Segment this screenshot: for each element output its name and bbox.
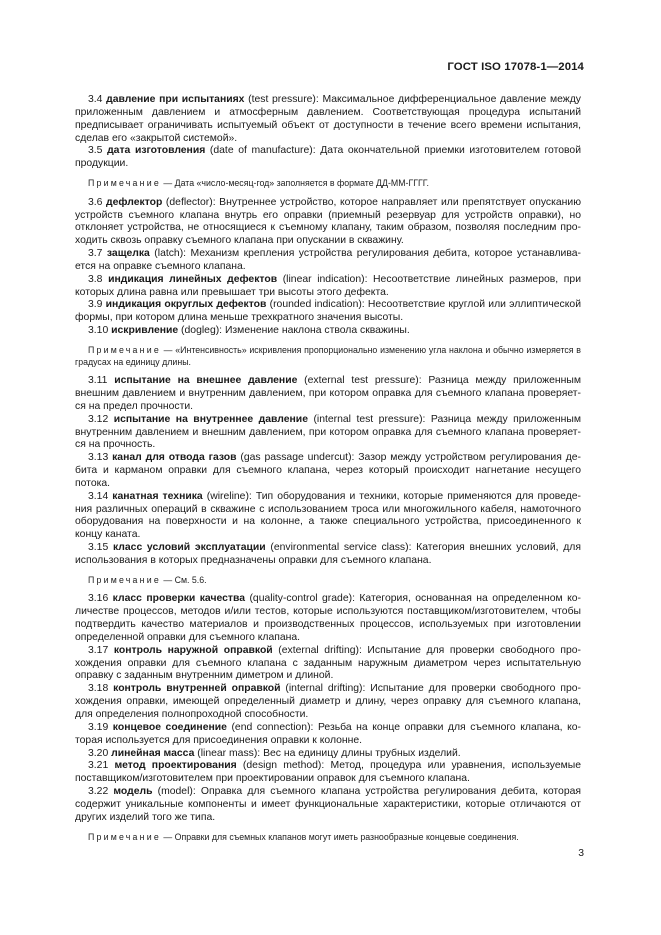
term-name: индикация линейных дефектов — [108, 273, 278, 285]
term-text: (latch): Механизм крепления устройства регулирования дебита, которое устанавливается на оправке съемного клапана. — [75, 248, 581, 272]
term-number: 3.18 — [88, 683, 109, 695]
document-header: ГОСТ ISO 17078-1—2014 — [447, 61, 584, 73]
term-number: 3.10 — [88, 325, 109, 337]
term-name: испытание на внутреннее давление — [113, 413, 308, 425]
term-text: (internal test pressure): Разница между приложенным внутренним давлением и внешним давлением, при котором оправка для съемного клапана проверяется на прочность. — [75, 413, 581, 451]
term-number: 3.22 — [88, 786, 109, 798]
term-number: 3.13 — [88, 452, 109, 464]
term-number: 3.21 — [88, 760, 109, 772]
term-number: 3.19 — [88, 721, 109, 733]
term-name: метод проектирования — [114, 760, 237, 772]
term-text: (environmental service class): Категория внешних условий, для использования в которых предназначены оправки для съемного клапана. — [75, 542, 581, 566]
note — [75, 575, 581, 587]
note-label: Примечание — [88, 831, 161, 842]
term-name: дата изготовления — [107, 145, 206, 157]
term-number: 3.20 — [88, 747, 109, 759]
term-name: класс проверки качества — [112, 593, 246, 605]
term-number: 3.4 — [88, 94, 103, 105]
term-name: индикация округлых дефектов — [105, 299, 267, 311]
term-text: (linear mass): Вес на единицу длины трубных изделий. — [194, 747, 461, 759]
term-definition — [75, 325, 581, 338]
term-number: 3.7 — [88, 248, 103, 260]
term-text: (date of manufacture): Дата окончательной приемки изготовителем готовой продукции. — [75, 145, 581, 170]
term-number: 3.14 — [88, 490, 109, 502]
note — [75, 345, 581, 368]
term-text: (deflector): Внутреннее устройство, которое направляет или препятствует опусканию устройств съемного клапана внутрь его оправки (приемный резервуар для устройств оправки), но отклоняет устройства, не относящиеся к съемному клапану, таким образом, позволяя последним проходить сквозь оправку съемного клапана при опускании в скважину. — [75, 196, 581, 247]
term-number: 3.15 — [88, 542, 109, 554]
term-name: контроль внутренней оправкой — [113, 683, 281, 695]
term-definition — [75, 760, 581, 786]
note-text: — «Интенсивность» искривления пропорционально изменению угла наклона и обычно измеряется в градусах на единицу длины. — [75, 344, 581, 367]
term-text: (internal drifting): Испытание для проверки свободного прохождения оправки, имеющей определенный диаметр и длину, через оправку для съемного клапана, для определения полнопроходной способности. — [75, 683, 581, 720]
term-name: линейная масса — [111, 747, 195, 759]
term-definition — [75, 145, 581, 171]
term-number: 3.11 — [88, 375, 108, 387]
term-definition — [75, 414, 581, 453]
term-definition — [75, 248, 581, 274]
term-name: концевое соединение — [112, 721, 227, 733]
term-name: канатная техника — [112, 490, 203, 502]
term-number: 3.9 — [88, 299, 103, 311]
term-name: модель — [113, 786, 153, 798]
term-name: давление при испытаниях — [106, 94, 245, 105]
term-name: защелка — [106, 248, 150, 260]
term-name: искривление — [111, 325, 179, 337]
term-name: дефлектор — [106, 196, 163, 208]
note-text: — Дата «число-месяц-год» заполняется в формате ДД-ММ-ГГГГ. — [160, 178, 429, 189]
term-definition — [75, 491, 581, 542]
term-name: контроль наружной оправкой — [113, 644, 273, 656]
note-text: — См. 5.6. — [160, 574, 207, 585]
note-label: Примечание — [88, 344, 161, 355]
document-body — [75, 94, 581, 850]
term-number: 3.5 — [88, 145, 103, 157]
term-text: (gas passage undercut): Зазор между устройством регулирования дебита и карманом оправки для съемного клапана, через который происходит нагнетание несущего потока. — [75, 452, 581, 489]
page-number: 3 — [578, 848, 584, 859]
term-name: класс условий эксплуатации — [112, 542, 266, 554]
term-name: канал для отвода газов — [112, 452, 237, 464]
term-definition — [75, 786, 581, 825]
term-text: (design method): Метод, процедура или уравнения, используемые поставщиком/изготовителем при проектировании оправок для съемного клапана. — [75, 760, 581, 785]
term-name: испытание на внешнее давление — [114, 375, 298, 387]
term-text: (end connection): Резьба на конце оправки для съемного клапана, которая используется для присоединения оправки к колонне. — [75, 721, 581, 746]
term-definition — [75, 274, 581, 300]
term-definition — [75, 299, 581, 325]
term-number: 3.17 — [88, 644, 109, 656]
term-number: 3.8 — [88, 273, 103, 285]
term-definition — [75, 645, 581, 684]
note-label: Примечание — [88, 574, 161, 585]
term-text: (model): Оправка для съемного клапана устройства регулирования дебита, которая содержит уникальные компоненты и имеет функциональные характеристики, которые отличаются от других изделий того же типа. — [75, 786, 581, 823]
term-number: 3.16 — [88, 593, 109, 605]
term-number: 3.6 — [88, 196, 103, 208]
term-number: 3.12 — [88, 413, 109, 425]
term-text: (linear indication): Несоответствие линейных размеров, при которых длина равна или превышает три высоты этого дефекта. — [75, 273, 581, 298]
term-definition — [75, 748, 581, 761]
term-definition — [75, 593, 581, 644]
note-text: — Оправки для съемных клапанов могут иметь разнообразные концевые соединения. — [160, 831, 519, 842]
term-definition — [75, 94, 581, 145]
term-text: (rounded indication): Несоответствие круглой или эллиптической формы, при котором длина меньше трехкратного значения высоты. — [75, 299, 581, 324]
term-text: (wireline): Тип оборудования и техники, которые применяются для проведения различных операций в скважине с использованием троса или многожильного кабеля, намоточного оборудования на поверхности и на колонне, а также специального устройства, присоединенного к концу каната. — [75, 490, 582, 541]
term-text: (test pressure): Максимальное дифференциальное давление между приложенным давлением и атмосферным давлением. Соответствующая процедура испытаний предписывает ограничивать испытуемый объект от доступности в течение всего времени испытания, сделав его «закрытой системой». — [75, 94, 581, 144]
term-text: (external drifting): Испытание для проверки свободного прохождения оправки для съемного клапана с заданным наружным диаметром через испытательную оправку с заданным внутренним диметром и длиной. — [75, 644, 581, 682]
term-definition — [75, 197, 581, 248]
note — [75, 832, 581, 844]
note-label: Примечание — [88, 178, 161, 189]
term-definition — [75, 683, 581, 722]
term-definition — [75, 452, 581, 491]
term-text: (quality-control grade): Категория, основанная на определенном количестве процессов, методов и/или тестов, которые используются поставщиком/изготовителем, чтобы подтвердить качество материалов и производственных процессов, используемых при изготовлении определенной оправки для съемного клапана. — [75, 593, 582, 643]
term-definition — [75, 542, 581, 568]
note — [75, 178, 581, 190]
term-text: (external test pressure): Разница между приложенным внешним давлением и внутренним давлением, при котором оправка для съемного клапана проверяется на предел прочности. — [75, 375, 582, 412]
term-definition — [75, 722, 581, 748]
term-definition — [75, 375, 581, 414]
term-text: (dogleg): Изменение наклона ствола скважины. — [178, 325, 410, 337]
